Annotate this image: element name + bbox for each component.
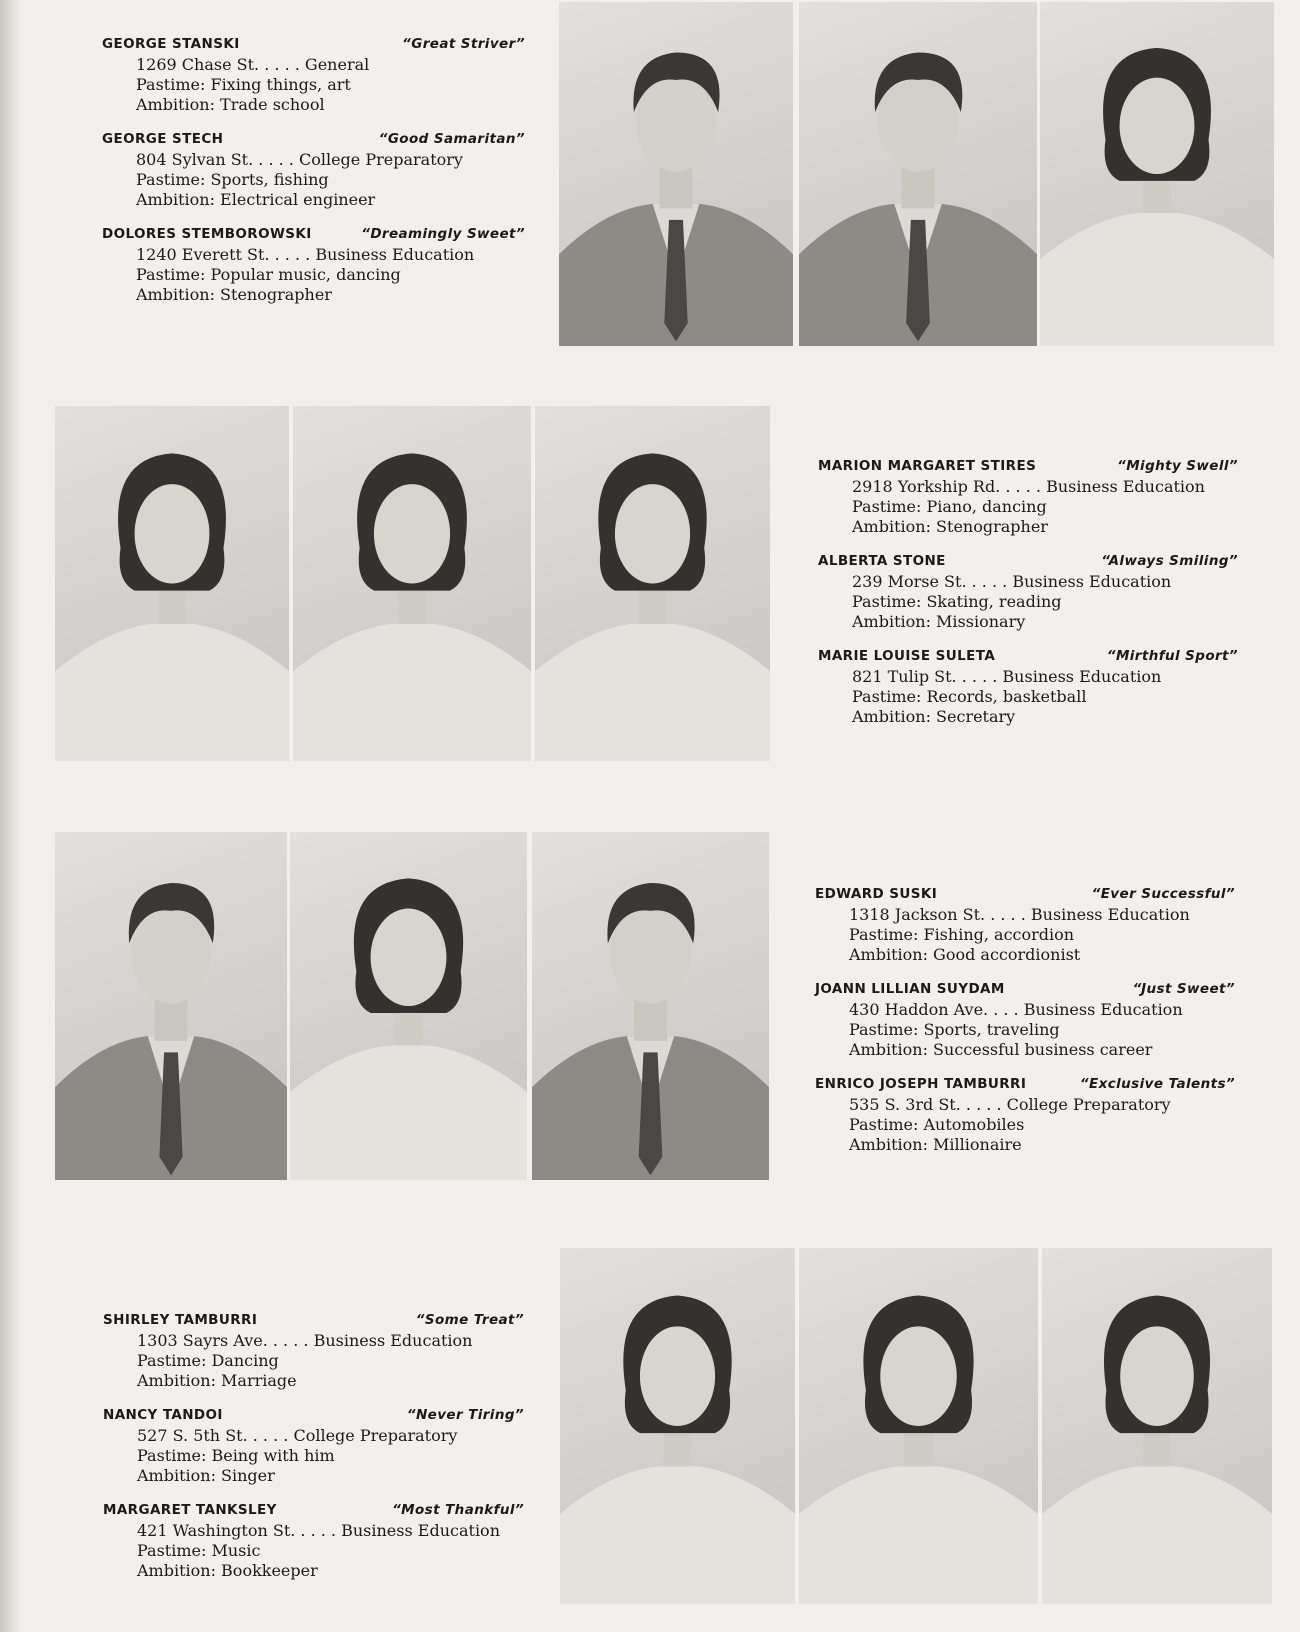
student-name: EDWARD SUSKI [815, 886, 938, 902]
portrait-silhouette [559, 2, 793, 346]
student-entry [102, 131, 525, 210]
student-course: College Preparatory [293, 1426, 458, 1445]
student-name: DOLORES STEMBOROWSKI [102, 226, 312, 242]
portrait-photo [799, 1248, 1038, 1604]
student-address-line: 821 Tulip St. . . . . Business Education [852, 667, 1162, 686]
blouse-shape [55, 624, 289, 761]
student-name: NANCY TANDOI [103, 1407, 223, 1423]
student-address: 1240 Everett St. [136, 245, 270, 264]
student-address-line: 2918 Yorkship Rd. . . . . Business Education [852, 477, 1205, 496]
student-ambition: Ambition: Missionary [852, 612, 1026, 631]
student-ambition: Ambition: Marriage [137, 1371, 297, 1390]
student-course: Business Education [1030, 905, 1190, 924]
neck-shape [155, 999, 187, 1041]
student-address-line: 527 S. 5th St. . . . . College Preparatory [137, 1426, 458, 1445]
student-entry [103, 1407, 524, 1486]
portrait-photo [293, 406, 531, 761]
student-address: 1318 Jackson St. [849, 905, 986, 924]
face-shape [615, 484, 690, 583]
student-address: 2918 Yorkship Rd. [852, 477, 1001, 496]
student-ambition: Ambition: Secretary [852, 707, 1016, 726]
blouse-shape [560, 1466, 795, 1604]
student-address-line: 1240 Everett St. . . . . Business Education [136, 245, 475, 264]
student-ambition: Ambition: Successful business career [849, 1040, 1153, 1059]
student-ambition: Ambition: Stenographer [852, 517, 1048, 536]
student-pastime: Pastime: Automobiles [849, 1115, 1025, 1134]
student-name: ENRICO JOSEPH TAMBURRI [815, 1076, 1027, 1092]
student-ambition: Ambition: Singer [137, 1466, 275, 1485]
student-ambition: Ambition: Bookkeeper [137, 1561, 318, 1580]
portrait-photo [290, 832, 527, 1180]
student-address: 1269 Chase St. [136, 55, 260, 74]
portrait-silhouette [290, 832, 527, 1180]
student-address-line: 1303 Sayrs Ave. . . . . Business Education [137, 1331, 473, 1350]
portrait-silhouette [799, 2, 1037, 346]
face-shape [640, 1326, 715, 1426]
student-address: 804 Sylvan St. [136, 150, 254, 169]
student-name: MARIE LOUISE SULETA [818, 648, 996, 664]
student-group-1 [102, 36, 525, 321]
student-motto: “Mighty Swell” [1117, 458, 1238, 474]
blouse-shape [799, 1466, 1038, 1604]
blouse-shape [290, 1045, 527, 1180]
student-address: 430 Haddon Ave. [849, 1000, 989, 1019]
student-address: 535 S. 3rd St. [849, 1095, 961, 1114]
portrait-photo [55, 832, 287, 1180]
student-address-line: 430 Haddon Ave. . . . Business Education [849, 1000, 1183, 1019]
student-address-line: 239 Morse St. . . . . Business Education [852, 572, 1172, 591]
portrait-photo [799, 2, 1037, 346]
student-group-4 [103, 1312, 524, 1597]
student-motto: “Good Samaritan” [378, 131, 525, 147]
portrait-silhouette [560, 1248, 795, 1604]
portrait-photo [559, 2, 793, 346]
student-course: Business Education [315, 245, 475, 264]
student-name: MARGARET TANKSLEY [103, 1502, 277, 1518]
student-pastime: Pastime: Fishing, accordion [849, 925, 1075, 944]
student-entry [818, 458, 1238, 537]
blouse-shape [1040, 213, 1274, 346]
student-motto: “Always Smiling” [1101, 553, 1238, 569]
student-name: GEORGE STANSKI [102, 36, 240, 52]
face-shape [1120, 78, 1195, 174]
student-entry [815, 886, 1235, 965]
student-motto: “Mirthful Sport” [1106, 648, 1238, 664]
student-ambition: Ambition: Millionaire [849, 1135, 1022, 1154]
face-shape [374, 484, 450, 583]
student-pastime: Pastime: Skating, reading [852, 592, 1062, 611]
student-pastime: Pastime: Popular music, dancing [136, 265, 401, 284]
blouse-shape [1042, 1466, 1272, 1604]
page-binding-edge [0, 0, 20, 1632]
student-entry [815, 1076, 1235, 1155]
portrait-silhouette [55, 406, 289, 761]
student-course: College Preparatory [298, 150, 463, 169]
portrait-photo [1042, 1248, 1272, 1604]
student-entry [103, 1312, 524, 1391]
student-address-line: 1269 Chase St. . . . . General [136, 55, 370, 74]
face-shape [371, 909, 447, 1006]
student-motto: “Some Treat” [415, 1312, 524, 1328]
student-address: 821 Tulip St. [852, 667, 957, 686]
student-group-2 [818, 458, 1238, 743]
student-course: Business Education [341, 1521, 500, 1540]
student-pastime: Pastime: Records, basketball [852, 687, 1087, 706]
student-entry [103, 1502, 524, 1581]
student-name: ALBERTA STONE [818, 553, 946, 569]
student-course: Business Education [313, 1331, 473, 1350]
student-ambition: Ambition: Electrical engineer [136, 190, 376, 209]
student-entry [815, 981, 1235, 1060]
student-ambition: Ambition: Trade school [136, 95, 325, 114]
student-pastime: Pastime: Piano, dancing [852, 497, 1047, 516]
student-address-line: 1318 Jackson St. . . . . Business Education [849, 905, 1190, 924]
portrait-photo [1040, 2, 1274, 346]
student-ambition: Ambition: Good accordionist [849, 945, 1081, 964]
student-entry [102, 36, 525, 115]
student-course: Business Education [1023, 1000, 1183, 1019]
student-motto: “Just Sweet” [1132, 981, 1235, 997]
student-motto: “Most Thankful” [392, 1502, 524, 1518]
student-pastime: Pastime: Dancing [137, 1351, 279, 1370]
blouse-shape [293, 624, 531, 761]
student-address: 239 Morse St. [852, 572, 967, 591]
student-course: College Preparatory [1006, 1095, 1171, 1114]
student-name: GEORGE STECH [102, 131, 224, 147]
student-motto: “Great Striver” [402, 36, 525, 52]
student-motto: “Exclusive Talents” [1079, 1076, 1235, 1092]
student-pastime: Pastime: Music [137, 1541, 261, 1560]
portrait-silhouette [293, 406, 531, 761]
student-name: MARION MARGARET STIRES [818, 458, 1037, 474]
student-course: Business Education [1046, 477, 1205, 496]
student-motto: “Ever Successful” [1091, 886, 1235, 902]
student-course: General [304, 55, 370, 74]
portrait-silhouette [799, 1248, 1038, 1604]
portrait-photo [532, 832, 769, 1180]
student-pastime: Pastime: Sports, fishing [136, 170, 329, 189]
student-entry [818, 648, 1238, 727]
student-address: 1303 Sayrs Ave. [137, 1331, 268, 1350]
portrait-silhouette [535, 406, 770, 761]
blouse-shape [535, 624, 770, 761]
portrait-photo [560, 1248, 795, 1604]
student-motto: “Dreamingly Sweet” [361, 226, 525, 242]
student-course: Business Education [1012, 572, 1172, 591]
student-entry [102, 226, 525, 305]
student-entry [818, 553, 1238, 632]
student-motto: “Never Tiring” [406, 1407, 524, 1423]
student-address-line: 535 S. 3rd St. . . . . College Preparatory [849, 1095, 1171, 1114]
student-name: SHIRLEY TAMBURRI [103, 1312, 258, 1328]
portrait-silhouette [532, 832, 769, 1180]
student-address: 527 S. 5th St. [137, 1426, 248, 1445]
portrait-photo [535, 406, 770, 761]
portrait-photo [55, 406, 289, 761]
student-address-line: 421 Washington St. . . . . Business Education [137, 1521, 500, 1540]
student-pastime: Pastime: Sports, traveling [849, 1020, 1060, 1039]
portrait-silhouette [1042, 1248, 1272, 1604]
face-shape [880, 1326, 956, 1426]
student-pastime: Pastime: Fixing things, art [136, 75, 351, 94]
student-pastime: Pastime: Being with him [137, 1446, 335, 1465]
student-course: Business Education [1002, 667, 1162, 686]
student-ambition: Ambition: Stenographer [136, 285, 332, 304]
neck-shape [901, 167, 934, 208]
student-name: JOANN LILLIAN SUYDAM [815, 981, 1005, 997]
face-shape [135, 484, 210, 583]
neck-shape [634, 999, 667, 1041]
face-shape [1120, 1326, 1194, 1426]
student-group-3 [815, 886, 1235, 1171]
student-address: 421 Washington St. [137, 1521, 296, 1540]
portrait-silhouette [55, 832, 287, 1180]
portrait-silhouette [1040, 2, 1274, 346]
neck-shape [660, 167, 693, 208]
student-address-line: 804 Sylvan St. . . . . College Preparatory [136, 150, 463, 169]
